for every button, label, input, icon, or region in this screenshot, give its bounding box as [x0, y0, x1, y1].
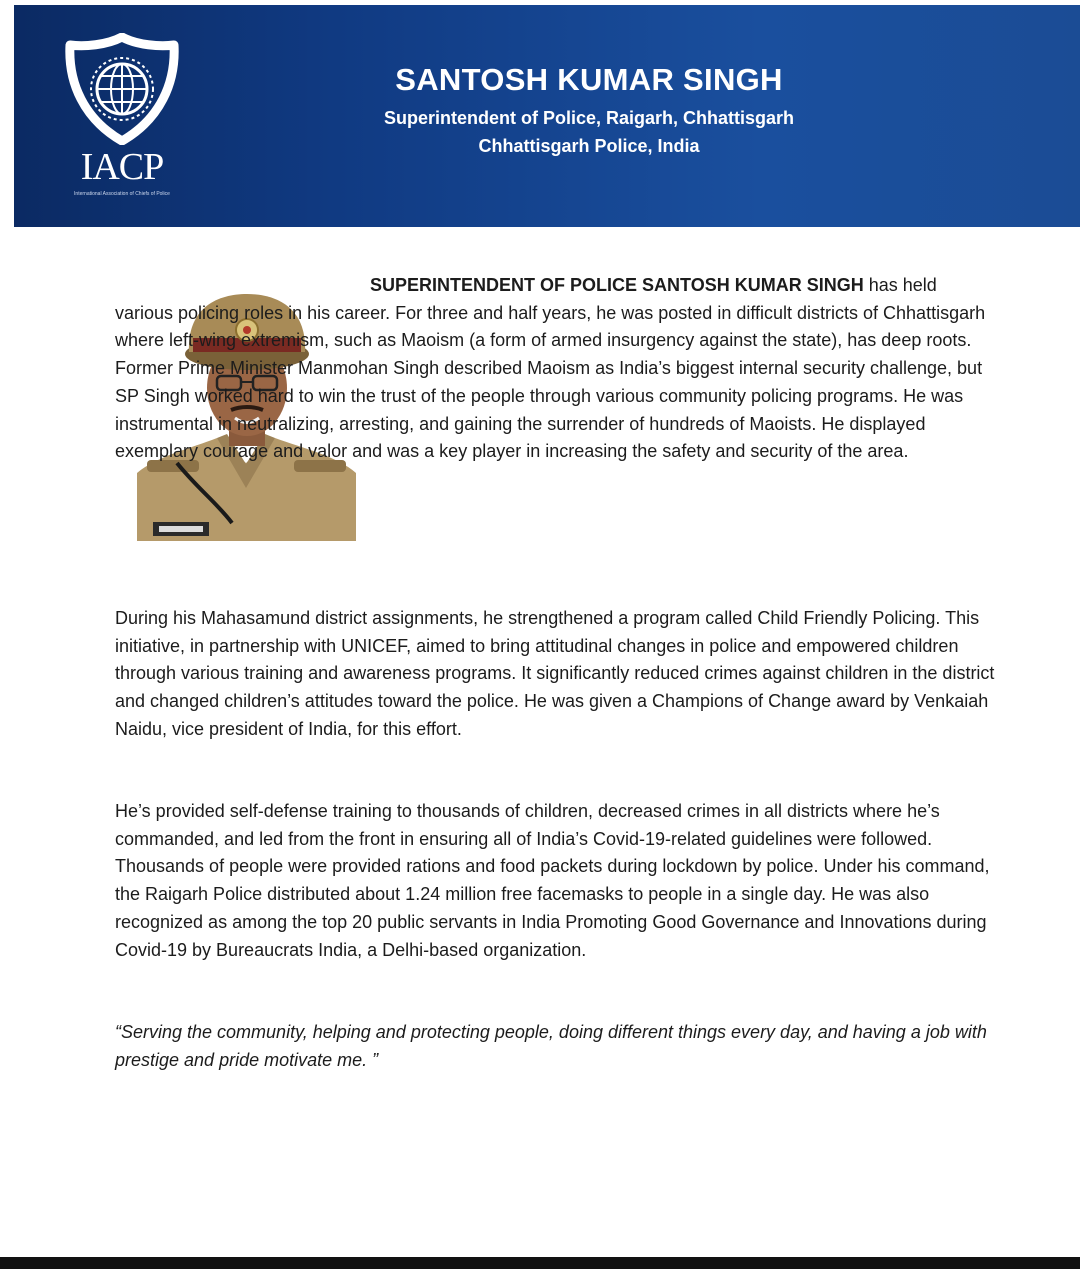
header-banner	[14, 5, 1080, 227]
logo-subtext: International Association of Chiefs of Police	[74, 191, 170, 197]
paragraph-covid-work: He’s provided self-defense training to thousands of children, decreased crimes in all districts where he’s commanded, and led from the front in ensuring all of India’s Covid-19-related guidelines were followed. Thousands of people were provided rations and food packets during lockdown by police. Under his command, the Raigarh Police distributed about 1.24 million free facemasks to people in a single day. He was also recognized as among the top 20 public servants in India Promoting Good Governance and Innovations during Covid-19 by Bureaucrats India, a Delhi-based organization.	[115, 801, 990, 960]
intro-lead: SUPERINTENDENT OF POLICE SANTOSH KUMAR SINGH	[370, 275, 864, 295]
profile-name: SANTOSH KUMAR SINGH	[395, 62, 783, 97]
profile-organization: Chhattisgarh Police, India	[478, 136, 700, 156]
intro-body: has held various policing roles in his career. For three and half years, he was posted in difficult districts of Chhattisgarh where left-wing extremism, such as Maoism (a form of armed insurgency against the state), has deep roots. Former Prime Minister Manmohan Singh described Maoism as India’s biggest internal security challenge, but SP Singh worked hard to win the trust of the people through various community policing programs. He was instrumental in neutralizing, arresting, and gaining the surrender of hundreds of Maoists. He displayed exemplary courage and valor and was a key player in increasing the safety and security of the area.	[115, 275, 986, 462]
shield-globe-icon	[62, 33, 182, 145]
iacp-logo	[62, 33, 182, 213]
profile-title: Superintendent of Police, Raigarh, Chhattisgarh	[383, 108, 795, 128]
paragraph-child-friendly-policing: During his Mahasamund district assignments, he strengthened a program called Child Friendly Policing. This initiative, in partnership with UNICEF, aimed to bring attitudinal changes in police and empowered children through various training and awareness programs. It significantly reduced crimes against children in the district and changed children’s attitudes toward the police. He was given a Champions of Change award by Venkaiah Naidu, vice president of India, for this effort.	[115, 608, 995, 739]
officer-quote: “Serving the community, helping and protecting people, doing different things every day, and having a job with prestige and pride motivate me. ”	[115, 1022, 987, 1070]
paragraph-intro	[115, 272, 995, 466]
logo-text: IACP	[80, 146, 164, 188]
bottom-bar	[0, 1257, 1080, 1269]
